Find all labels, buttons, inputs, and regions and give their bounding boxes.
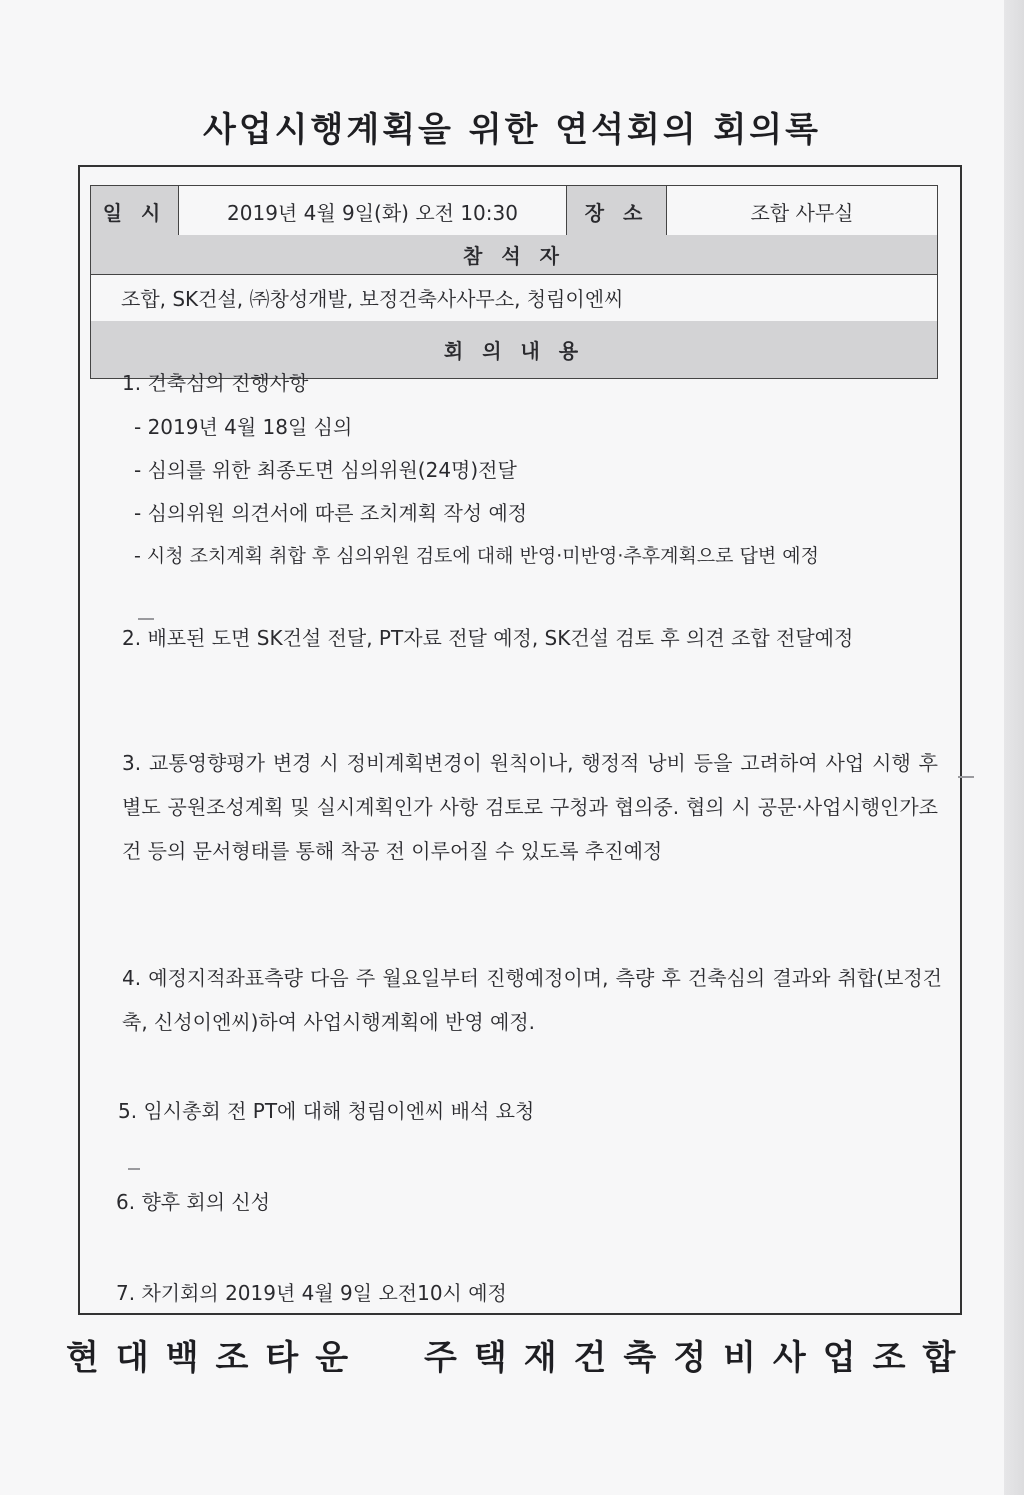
document-title: 사업시행계획을 위한 연석회의 회의록: [202, 110, 821, 150]
list-subitem: - 심의를 위한 최종도면 심의위원(24명)전달: [134, 458, 517, 482]
attendees-header-row: [90, 235, 938, 275]
meta-row: [90, 185, 938, 237]
attendees-header: 참 석 자: [463, 244, 565, 268]
attendees-row: [90, 273, 938, 323]
list-subitem: - 심의위원 의견서에 따른 조치계획 작성 예정: [134, 501, 528, 525]
scan-speck: [138, 618, 154, 620]
organization-name-right: 주택재건축정비사업조합: [424, 1338, 973, 1378]
list-item: 4. 예정지적좌표측량 다음 주 월요일부터 진행예정이며, 측량 후 건축심의 결과와 취합(보정건축, 신성이엔씨)하여 사업시행계획에 반영 예정.: [122, 966, 942, 1034]
date-label: 일 시: [91, 186, 179, 236]
list-item: 6. 향후 회의 신성: [116, 1190, 271, 1214]
list-subitem: - 시청 조치계획 취합 후 심의위원 검토에 대해 반영·미반영·추후계획으로 답변 예정: [134, 545, 820, 567]
date-value: 2019년 4월 9일(화) 오전 10:30: [179, 186, 567, 236]
scan-speck: [128, 1168, 140, 1170]
paper-edge: [1004, 0, 1024, 1495]
content-header: 회 의 내 용: [443, 339, 585, 363]
attendees-value: 조합, SK건설, ㈜창성개발, 보정건축사사무소, 청림이엔씨: [121, 287, 624, 311]
organization-name-left: 현대백조타운: [66, 1338, 366, 1378]
place-label: 장 소: [567, 186, 667, 236]
list-item: 2. 배포된 도면 SK건설 전달, PT자료 전달 예정, SK건설 검토 후 의견 조합 전달예정: [122, 626, 854, 650]
list-item: 1. 건축심의 진행사항: [122, 371, 309, 395]
list-item: 7. 차기회의 2019년 4월 9일 오전10시 예정: [116, 1281, 507, 1305]
scan-speck: [958, 776, 974, 778]
list-item: 3. 교통영향평가 변경 시 정비계획변경이 원칙이나, 행정적 낭비 등을 고려하여 사업 시행 후 별도 공원조성계획 및 실시계획인가 사항 검토로 구청과 협의중. 협의 시 공문·사업시행인가조건 등의 문서형태를 통해 착공 전 이루어질 수 있도록 추진예정: [122, 751, 938, 863]
list-subitem: - 2019년 4월 18일 심의: [134, 415, 353, 439]
list-item: 5. 임시총회 전 PT에 대해 청림이엔씨 배석 요청: [118, 1099, 535, 1123]
place-value: 조합 사무실: [750, 200, 854, 225]
